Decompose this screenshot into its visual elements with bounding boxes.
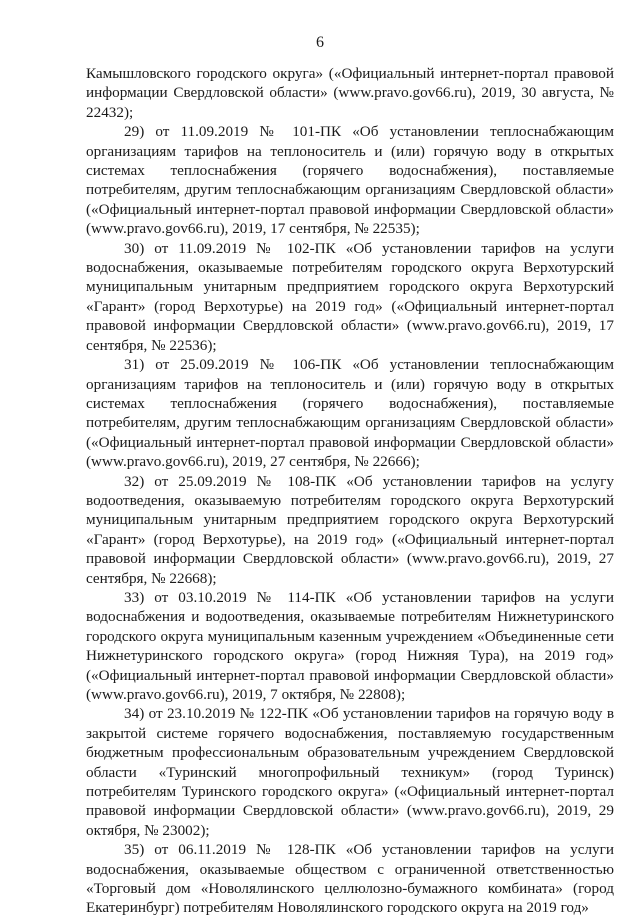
list-item-29: 29) от 11.09.2019 № 101-ПК «Об установлении теплоснабжающим организациям тарифов на теплоноситель и (или) горячую воду в открытых системах теплоснабжения (горячего водоснабжения), поставляемые потребителям, другим теплоснабжающим организациям Свердловской области» («Официальный интернет-портал правовой информации Свердловской области» (www.pravo.gov66.ru), 2019, 17 сентября, № 22535); — [86, 123, 614, 238]
list-item-32: 32) от 25.09.2019 № 108-ПК «Об установлении тарифов на услугу водоотведения, оказываемую потребителям городского округа Верхотурский муниципальным унитарным предприятием городского округа Верхотурский «Гарант» (город Верхотурье), на 2019 год» («Официальный интернет-портал правовой информации Свердловской области» (www.pravo.gov66.ru), 2019, 27 сентября, № 22668); — [86, 472, 614, 587]
list-item-33: 33) от 03.10.2019 № 114-ПК «Об установлении тарифов на услуги водоснабжения и водоотведения, оказываемые потребителям Нижнетуринского городского округа муниципальным казенным учреждением «Объединенные сети Нижнетуринского городского округа» (город Нижняя Тура), на 2019 год» («Официальный интернет-портал правовой информации Свердловской области» (www.pravo.gov66.ru), 2019, 7 октября, № 22808); — [86, 588, 614, 703]
list-item-31: 31) от 25.09.2019 № 106-ПК «Об установлении теплоснабжающим организациям тарифов на теплоноситель и (или) горячую воду в открытых системах теплоснабжения (горячего водоснабжения), поставляемые потребителям, другим теплоснабжающим организациям Свердловской области» («Официальный интернет-портал правовой информации Свердловской области» (www.pravo.gov66.ru), 2019, 27 сентября, № 22666); — [86, 356, 614, 471]
list-item-34: 34) от 23.10.2019 № 122-ПК «Об установлении тарифов на горячую воду в закрытой системе горячего водоснабжения, поставляемую государственным бюджетным профессиональным образовательным учреждением Свердловской области «Туринский многопрофильный техникум» (город Туринск) потребителям Туринского городского округа» («Официальный интернет-портал правовой информации Свердловской области» (www.pravo.gov66.ru), 2019, 29 октября, № 23002); — [86, 705, 614, 839]
page-number: 6 — [316, 34, 324, 51]
list-item-30: 30) от 11.09.2019 № 102-ПК «Об установлении тарифов на услуги водоснабжения, оказываемые потребителям городского округа Верхотурский муниципальным унитарным предприятием городского округа Верхотурский «Гарант» (город Верхотурье) на 2019 год» («Официальный интернет-портал правовой информации Свердловской области» (www.pravo.gov66.ru), 2019, 17 сентября, № 22536); — [86, 239, 614, 354]
document-body — [86, 64, 614, 918]
paragraph-continuation: Камышловского городского округа» («Официальный интернет-портал правовой информации Свердловской области» (www.pravo.gov66.ru), 2019, 30 августа, № 22432); — [86, 65, 614, 121]
list-item-35: 35) от 06.11.2019 № 128-ПК «Об установлении тарифов на услуги водоснабжения, оказываемые обществом с ограниченной ответственностью «Торговый дом «Новолялинского целлюлозно-бумажного комбината» (город Екатеринбург) потребителям Новолялинского городского округа на 2019 год» — [86, 841, 614, 917]
